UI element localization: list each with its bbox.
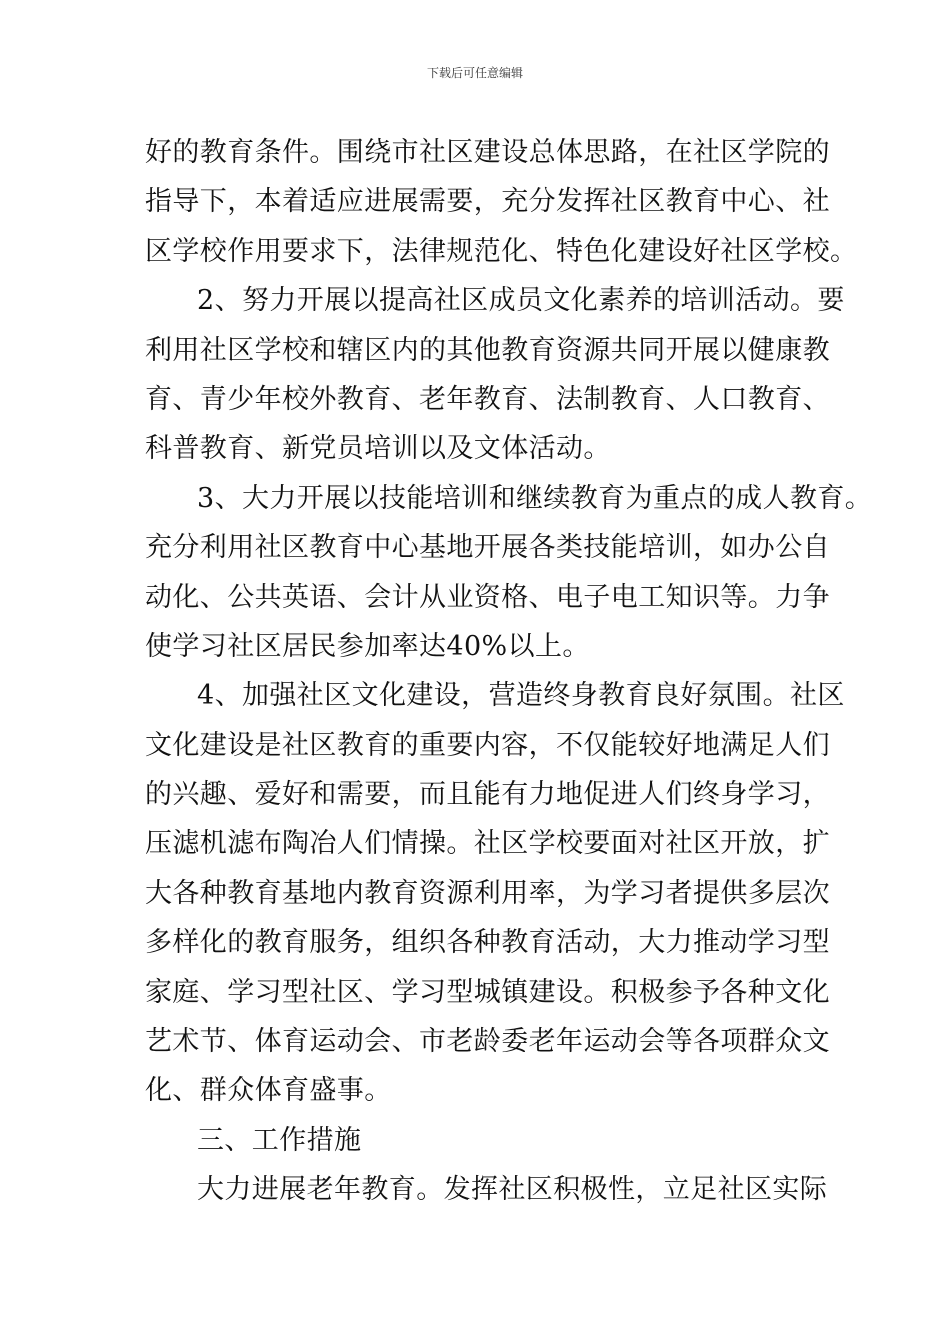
text-line: 化、群众体育盛事。 bbox=[145, 1075, 392, 1107]
paragraph-start-line: 4、加强社区文化建设，营造终身教育良好氛围。社区 bbox=[197, 680, 845, 712]
text-line: 科普教育、新党员培训以及文体活动。 bbox=[145, 433, 611, 465]
text-line: 指导下，本着适应进展需要，充分发挥社区教育中心、社 bbox=[145, 186, 830, 218]
text-line: 压滤机滤布陶冶人们情操。社区学校要面对社区开放，扩 bbox=[145, 828, 830, 860]
paragraph-start-line: 2、努力开展以提高社区成员文化素养的培训活动。要 bbox=[197, 285, 845, 317]
text-line: 利用社区学校和辖区内的其他教育资源共同开展以健康教 bbox=[145, 334, 830, 366]
document-body bbox=[145, 128, 873, 1215]
paragraph-start-line: 大力进展老年教育。发挥社区积极性，立足社区实际 bbox=[197, 1174, 828, 1206]
text-line: 的兴趣、爱好和需要，而且能有力地促进人们终身学习， bbox=[145, 779, 830, 811]
text-line: 区学校作用要求下，法律规范化、特色化建设好社区学校。 bbox=[145, 235, 858, 267]
text-line: 使学习社区居民参加率达40%以上。 bbox=[145, 630, 590, 662]
text-line: 家庭、学习型社区、学习型城镇建设。积极参予各种文化 bbox=[145, 976, 830, 1008]
text-line: 艺术节、体育运动会、市老龄委老年运动会等各项群众文 bbox=[145, 1026, 830, 1058]
paragraph-start-line: 3、大力开展以技能培训和继续教育为重点的成人教育。 bbox=[197, 482, 873, 514]
text-line: 育、青少年校外教育、老年教育、法制教育、人口教育、 bbox=[145, 383, 830, 415]
text-line: 好的教育条件。围绕市社区建设总体思路，在社区学院的 bbox=[145, 137, 830, 168]
text-line: 文化建设是社区教育的重要内容，不仅能较好地满足人们 bbox=[145, 729, 830, 761]
page-header-note: 下载后可任意编辑 bbox=[426, 66, 523, 80]
text-line: 多样化的教育服务，组织各种教育活动，大力推动学习型 bbox=[145, 927, 830, 959]
text-line: 动化、公共英语、会计从业资格、电子电工知识等。力争 bbox=[145, 581, 830, 613]
text-line: 大各种教育基地内教育资源利用率，为学习者提供多层次 bbox=[145, 877, 830, 909]
section-heading: 三、工作措施 bbox=[197, 1124, 362, 1156]
text-line: 充分利用社区教育中心基地开展各类技能培训，如办公自 bbox=[145, 532, 830, 564]
